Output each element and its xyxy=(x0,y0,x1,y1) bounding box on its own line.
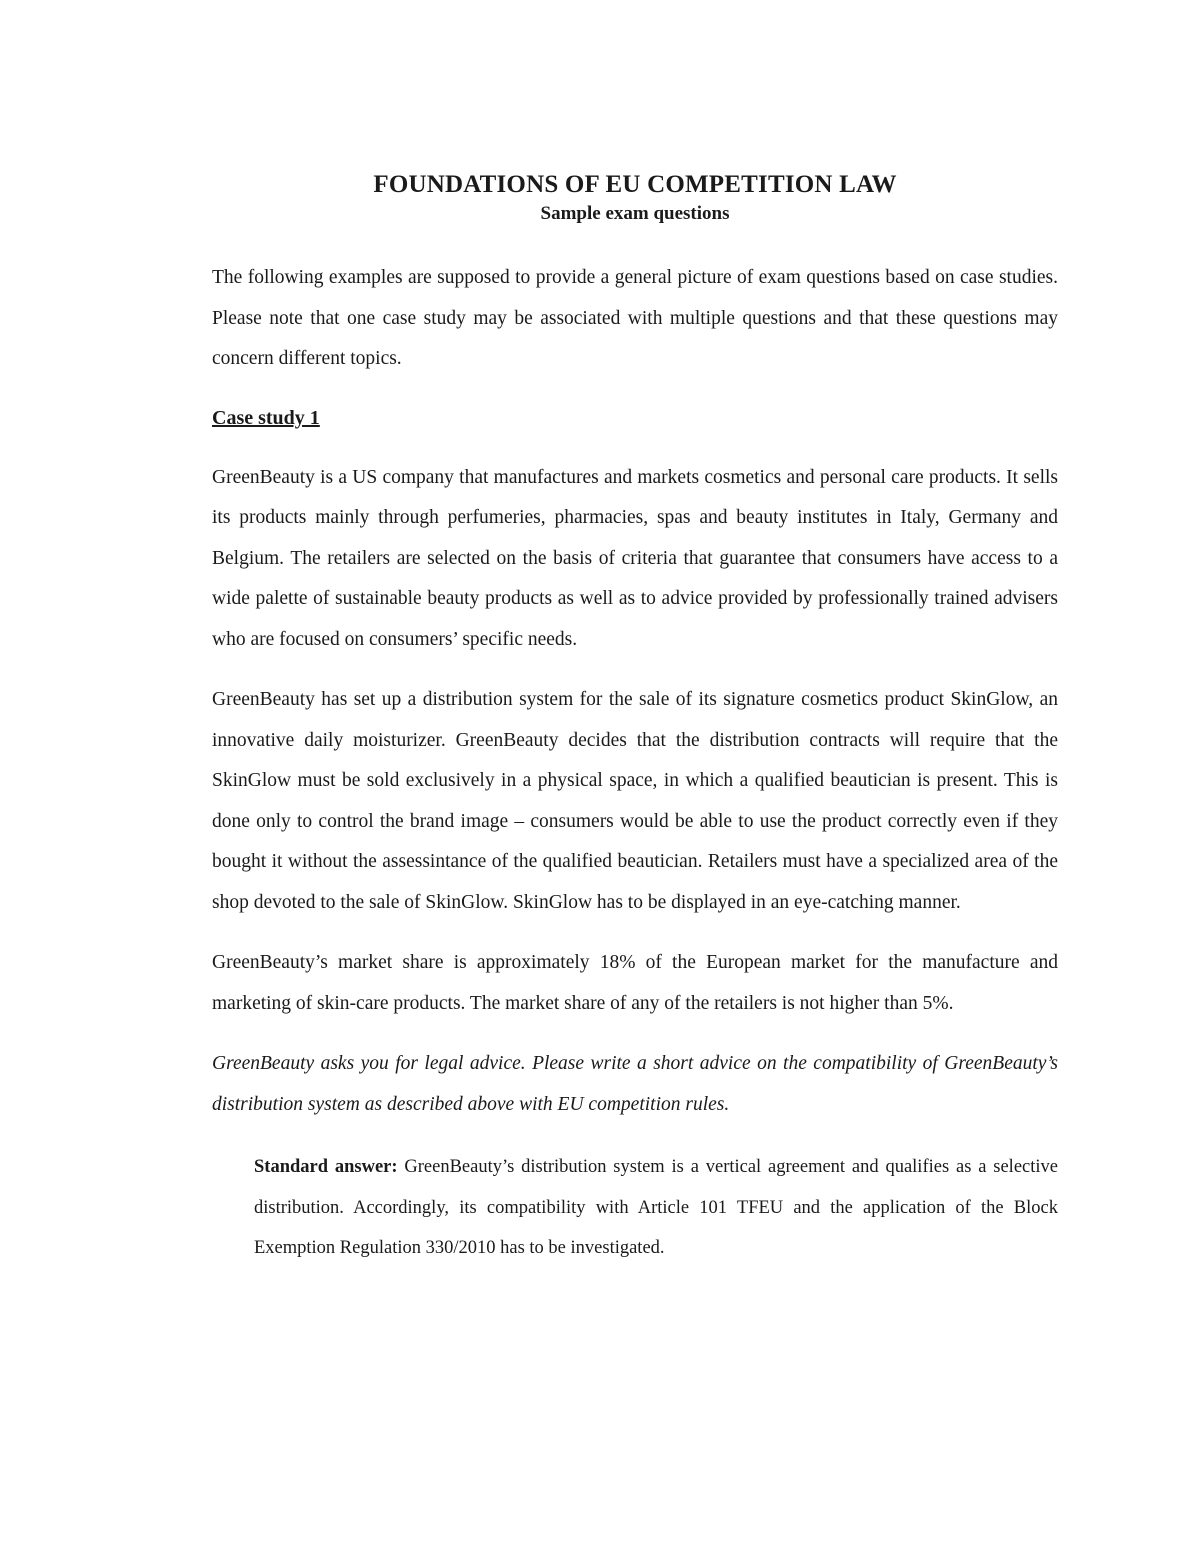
document-body xyxy=(212,168,1058,1269)
standard-answer-label: Standard answer: xyxy=(254,1157,398,1177)
document-subtitle: Sample exam questions xyxy=(540,203,730,224)
case-paragraph-company: GreenBeauty is a US company that manufactures and markets cosmetics and personal care products. It sells its products mainly through perfumeries, pharmacies, spas and beauty institutes in Italy, Germany and Belgium. The retailers are selected on the basis of criteria that guarantee that consumers have access to a wide palette of sustainable beauty products as well as to advice provided by professionally trained advisers who are focused on consumers’ specific needs. xyxy=(212,466,1058,650)
case-paragraph-market-share: GreenBeauty’s market share is approximately 18% of the European market for the manufacture and marketing of skin-care products. The market share of any of the retailers is not higher than 5%. xyxy=(212,952,1058,1014)
intro-paragraph: The following examples are supposed to provide a general picture of exam questions based on case studies. Please note that one case study may be associated with multiple questions and that these questions may concern different topics. xyxy=(212,267,1058,369)
case-study-heading: Case study 1 xyxy=(212,406,320,429)
case-paragraph-distribution: GreenBeauty has set up a distribution system for the sale of its signature cosmetics product SkinGlow, an innovative daily moisturizer. GreenBeauty decides that the distribution contracts will require that the SkinGlow must be sold exclusively in a physical space, in which a qualified beautician is present. This is done only to control the brand image – consumers would be able to use the product correctly even if they bought it without the assessintance of the qualified beautician. Retailers must have a specialized area of the shop devoted to the sale of SkinGlow. SkinGlow has to be displayed in an eye-catching manner. xyxy=(212,689,1058,913)
standard-answer-text: GreenBeauty’s distribution system is a vertical agreement and qualifies as a selective distribution. Accordingly, its compatibility with Article 101 TFEU and the application of the Block Exemption Regulation 330/2010 has to be investigated. xyxy=(254,1157,1058,1258)
standard-answer xyxy=(254,1147,1058,1269)
document-title: FOUNDATIONS OF EU COMPETITION LAW xyxy=(373,171,897,198)
exam-question: GreenBeauty asks you for legal advice. Please write a short advice on the compatibility of GreenBeauty’s distribution system as described above with EU competition rules. xyxy=(212,1053,1058,1115)
